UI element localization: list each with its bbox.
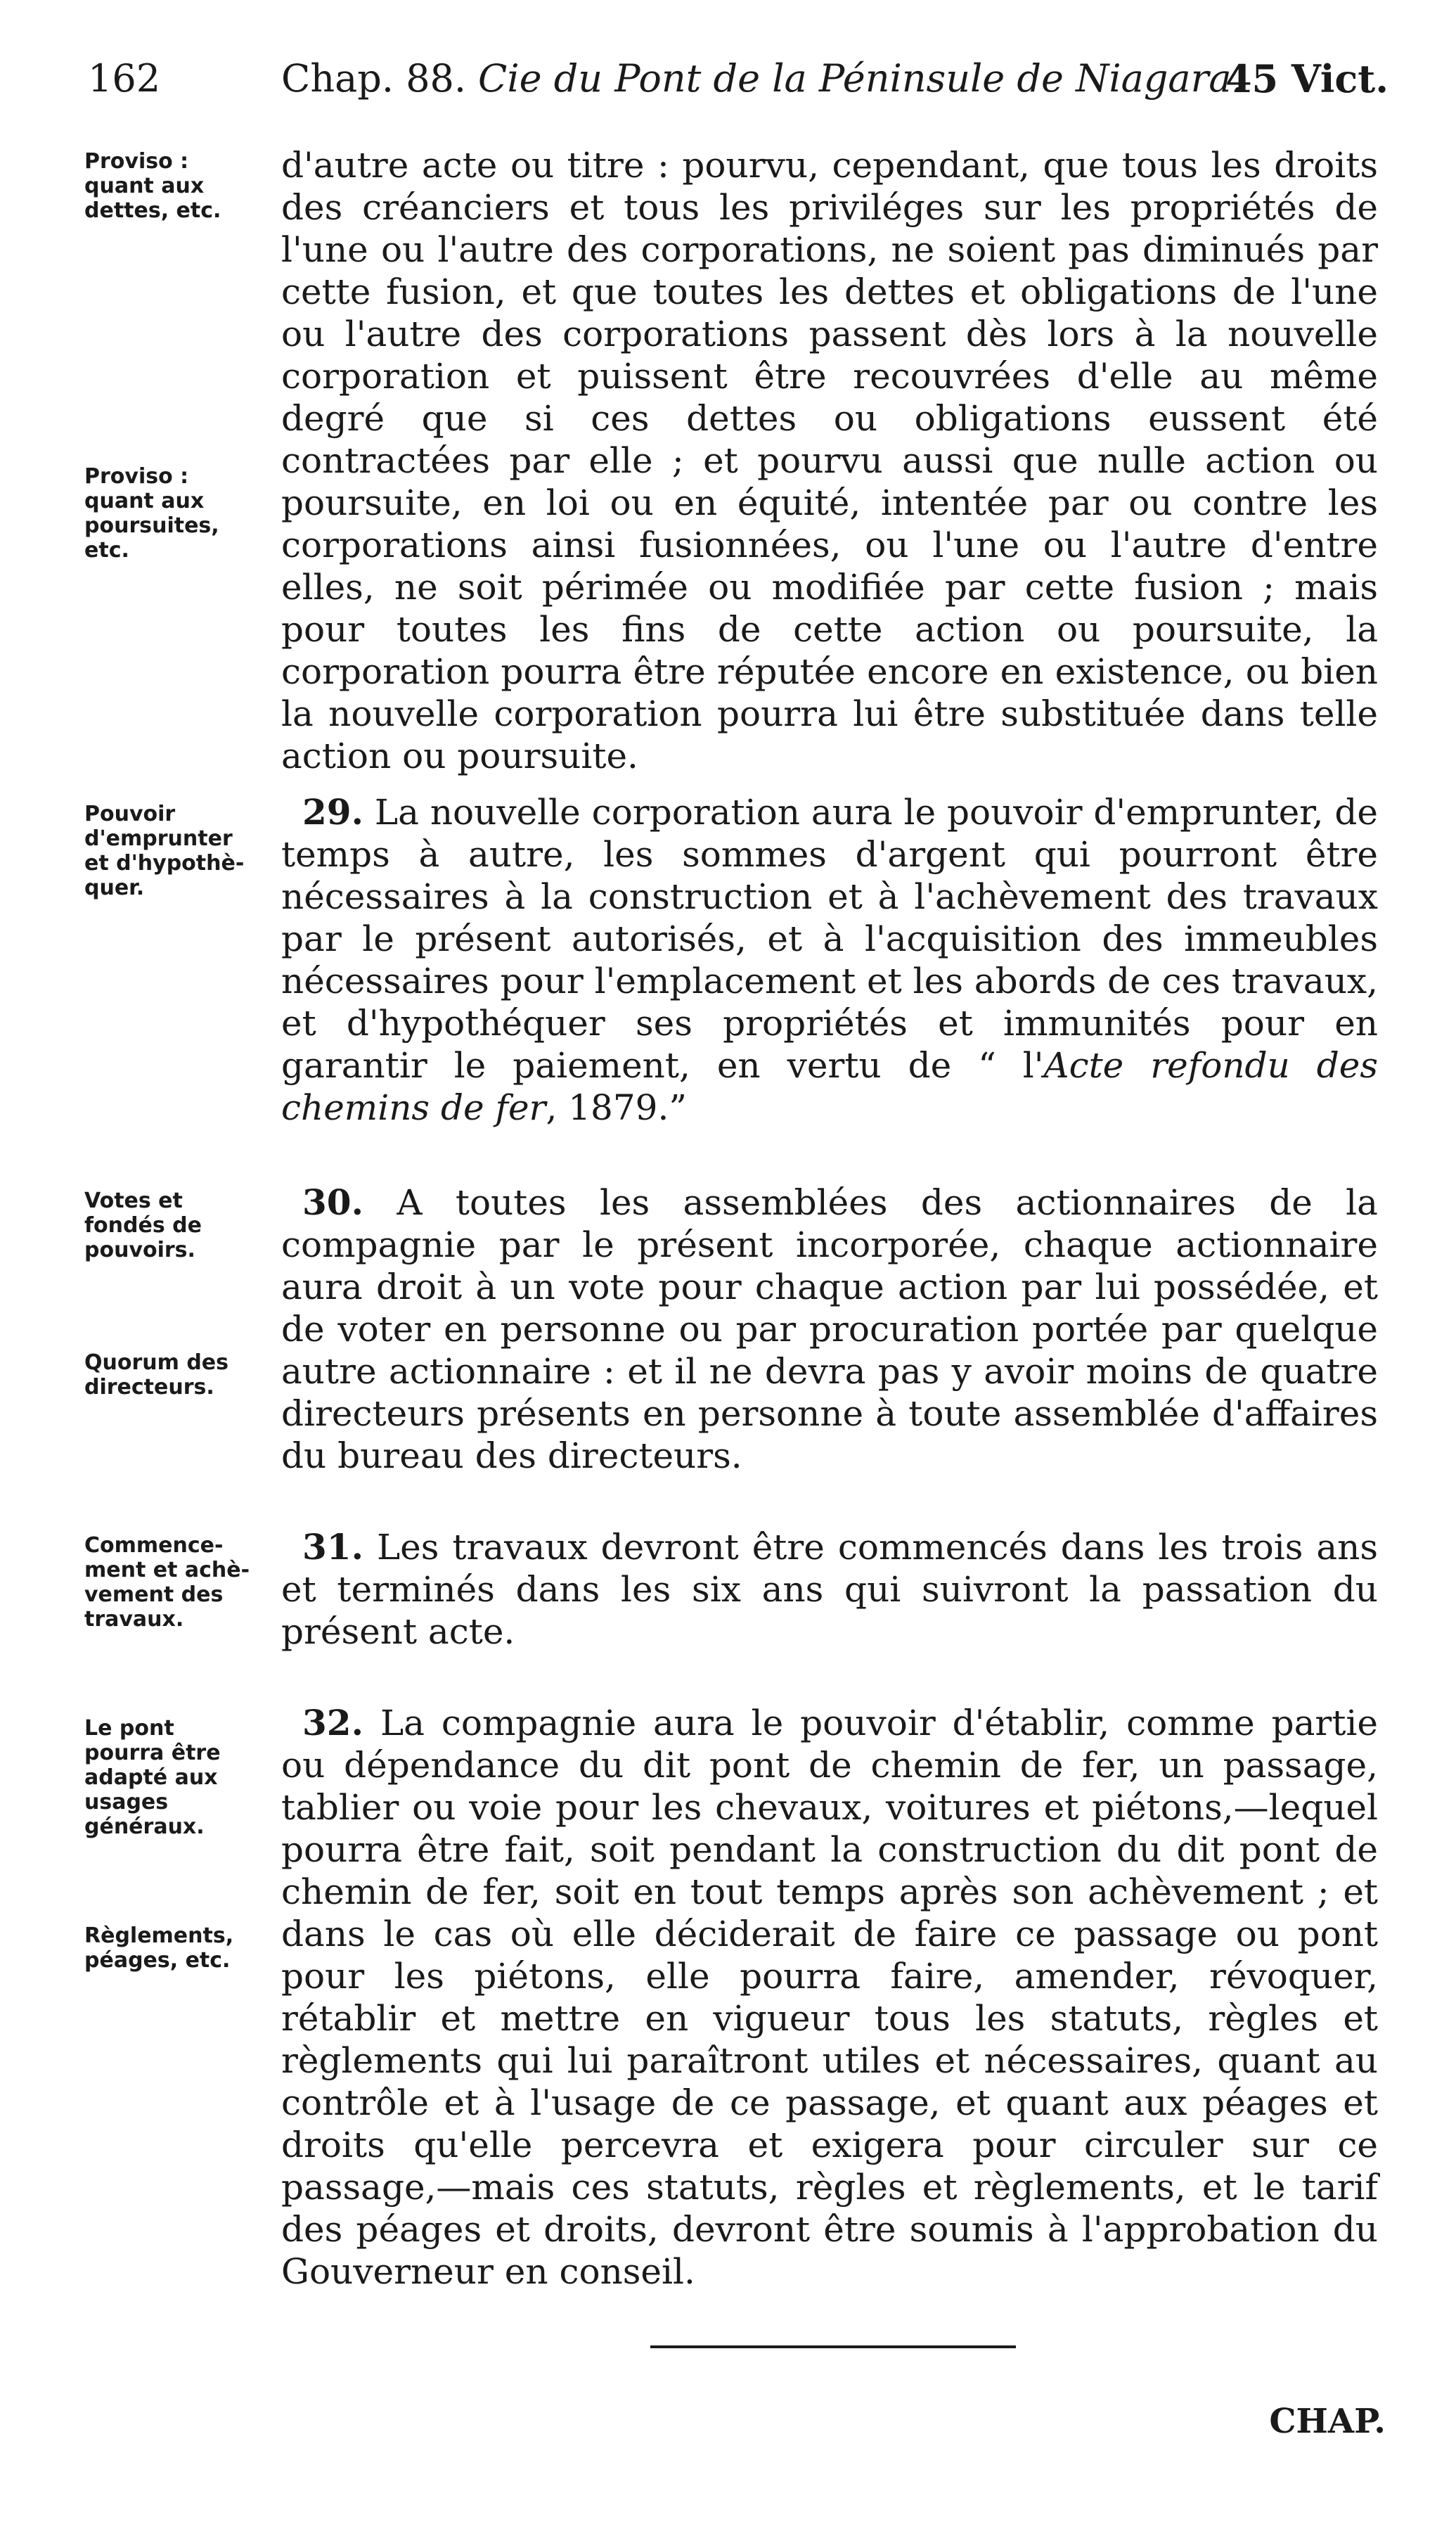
margin-note-quorum: Quorum des directeurs. <box>84 1350 229 1400</box>
section-number: 30. <box>302 1182 363 1223</box>
margin-note-commencement: Commence- ment et achè- vement des travaux. <box>84 1533 250 1632</box>
margin-note-regulations-tolls: Règlements, péages, etc. <box>84 1923 234 1973</box>
margin-note-bridge-general-use: Le pont pourra être adapté aux usages généraux. <box>84 1716 221 1839</box>
margin-note-borrowing-power: Pouvoir d'emprunter et d'hypothè- quer. <box>84 802 245 900</box>
section-text: La compagnie aura le pouvoir d'établir, comme partie ou dépendance du dit pont de chemin de fer, un passage, tablier ou voie pour les chevaux, voitures et piétons,—lequel pourra être fait, soit pendant la construction du dit pont de chemin de fer, soit en tout temps après son achèvement ; et dans le cas où elle déciderait de faire ce passage ou pont pour les piétons, elle pourra faire, amender, révoquer, rétablir et mettre en vigueur tous les statuts, règles et règlements qui lui paraîtront utiles et nécessaires, quant au contrôle et à l'usage de ce passage, et quant aux péages et droits qu'elle percevra et exigera pour circuler sur ce passage,—mais ces statuts, règles et règlements, et le tarif des péages et droits, devront être soumis à l'approbation du Gouverneur en conseil. <box>281 1703 1378 2292</box>
section-30 <box>281 1182 1378 1477</box>
section-text-tail: , 1879.” <box>546 1087 687 1128</box>
section-number: 29. <box>302 791 363 833</box>
section-number: 31. <box>302 1526 363 1568</box>
section-text: A toutes les assemblées des actionnaires de la compagnie par le présent incorporée, chaque actionnaire aura droit à un vote pour chaque action par lui possédée, et de voter en personne ou par procuration portée par quelque autre actionnaire : et il ne devra pas y avoir moins de quatre directeurs présents en personne à toute assemblée d'affaires du bureau des directeurs. <box>281 1182 1378 1476</box>
page-number: 162 <box>88 56 161 101</box>
section-31 <box>281 1526 1378 1653</box>
margin-note-votes-proxies: Votes et fondés de pouvoirs. <box>84 1189 202 1262</box>
margin-note-proviso-debts: Proviso : quant aux dettes, etc. <box>84 149 221 223</box>
running-header <box>88 51 1389 107</box>
chapter-label: Chap. 88. <box>281 56 467 101</box>
section-29 <box>281 791 1378 1129</box>
paragraph-continued <box>281 144 1378 777</box>
section-number: 32. <box>302 1702 363 1743</box>
section-divider-rule <box>650 2345 1016 2348</box>
section-text: La nouvelle corporation aura le pouvoir d'emprunter, de temps à autre, les sommes d'argent qui pourront être nécessaires à la construction et à l'achèvement des travaux par le présent autorisés, et à l'acquisition des immeubles nécessaires pour l'emplacement et les abords de ces travaux, et d'hypothéquer ses propriétés et immunités pour en garantir le paiement, en vertu de “ l' <box>281 792 1378 1086</box>
catchword: CHAP. <box>1269 2402 1386 2441</box>
margin-note-proviso-suits: Proviso : quant aux poursuites, etc. <box>84 464 219 563</box>
section-italic-citation: Acte refondu des chemins de fer <box>281 1045 1378 1128</box>
paragraph-text: d'autre acte ou titre : pourvu, cependant, que tous les droits des créanciers et tous les priviléges sur les propriétés de l'une ou l'autre des corporations, ne soient pas diminués par cette fusion, et que toutes les dettes et obligations de l'une ou l'autre des corporations passent dès lors à la nouvelle corporation et puissent être recouvrées d'elle au même degré que si ces dettes ou obligations eussent été contractées par elle ; et pourvu aussi que nulle action ou poursuite, en loi ou en équité, intentée par ou contre les corporations ainsi fusionnées, ou l'une ou l'autre d'entre elles, ne soit périmée ou modifiée par cette fusion ; mais pour toutes les fins de cette action ou poursuite, la corporation pourra être réputée encore en existence, ou bien la nouvelle corporation pourra lui être substituée dans telle action ou poursuite. <box>281 145 1378 776</box>
section-text: Les travaux devront être commencés dans les trois ans et terminés dans les six ans qui suivront la passation du présent acte. <box>281 1527 1378 1652</box>
regnal-year: 45 Vict. <box>1225 56 1389 101</box>
act-title: Cie du Pont de la Péninsule de Niagara. <box>478 56 1244 101</box>
section-32 <box>281 1702 1378 2293</box>
